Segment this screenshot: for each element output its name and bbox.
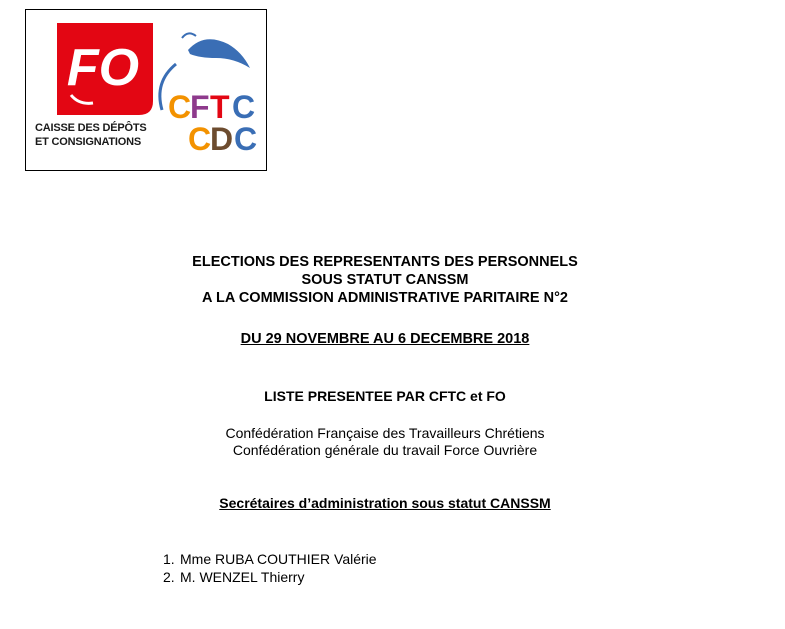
candidate-list bbox=[163, 550, 377, 586]
title-line3: A LA COMMISSION ADMINISTRATIVE PARITAIRE N°2 bbox=[202, 290, 568, 306]
cftc-letter-2: F bbox=[190, 89, 210, 125]
fo-caption bbox=[35, 121, 159, 149]
fo-logo bbox=[49, 19, 159, 119]
cftc-cdc-logo bbox=[146, 24, 262, 152]
cftc-letter-3: T bbox=[210, 89, 230, 125]
logos-frame bbox=[25, 9, 267, 171]
cdc-letter-3: C bbox=[234, 121, 258, 152]
list-presented-by: LISTE PRESENTEE PAR CFTC et FO bbox=[264, 388, 506, 404]
fo-mark: FO bbox=[66, 39, 140, 97]
cftc-letter-1: C bbox=[168, 89, 192, 125]
category-heading: Secrétaires d’administration sous statut CANSSM bbox=[219, 495, 551, 511]
cdc-letter-1: C bbox=[188, 121, 212, 152]
cdc-letter-2: D bbox=[210, 121, 234, 152]
dove-icon bbox=[188, 39, 250, 68]
fo-caption-line1: CAISSE DES DÉPÔTS bbox=[35, 122, 147, 134]
candidate-number: 2. bbox=[163, 569, 175, 585]
title-line1: ELECTIONS DES REPRESENTANTS DES PERSONNELS bbox=[192, 254, 578, 270]
candidate-number: 1. bbox=[163, 551, 175, 567]
list-item bbox=[163, 568, 377, 586]
confederation-cftc: Confédération Française des Travailleurs Chrétiens bbox=[225, 425, 545, 441]
candidate-name: M. WENZEL Thierry bbox=[180, 569, 305, 585]
cftc-letter-4: C bbox=[232, 89, 256, 125]
confederations bbox=[0, 425, 770, 459]
confederation-fo: Confédération générale du travail Force Ouvrière bbox=[232, 442, 538, 458]
title-line2: SOUS STATUT CANSSM bbox=[301, 272, 469, 288]
election-dates: DU 29 NOVEMBRE AU 6 DECEMBRE 2018 bbox=[240, 331, 530, 347]
list-item bbox=[163, 550, 377, 568]
candidate-name: Mme RUBA COUTHIER Valérie bbox=[180, 551, 377, 567]
election-title bbox=[0, 253, 770, 307]
fo-caption-line2: ET CONSIGNATIONS bbox=[35, 136, 141, 148]
